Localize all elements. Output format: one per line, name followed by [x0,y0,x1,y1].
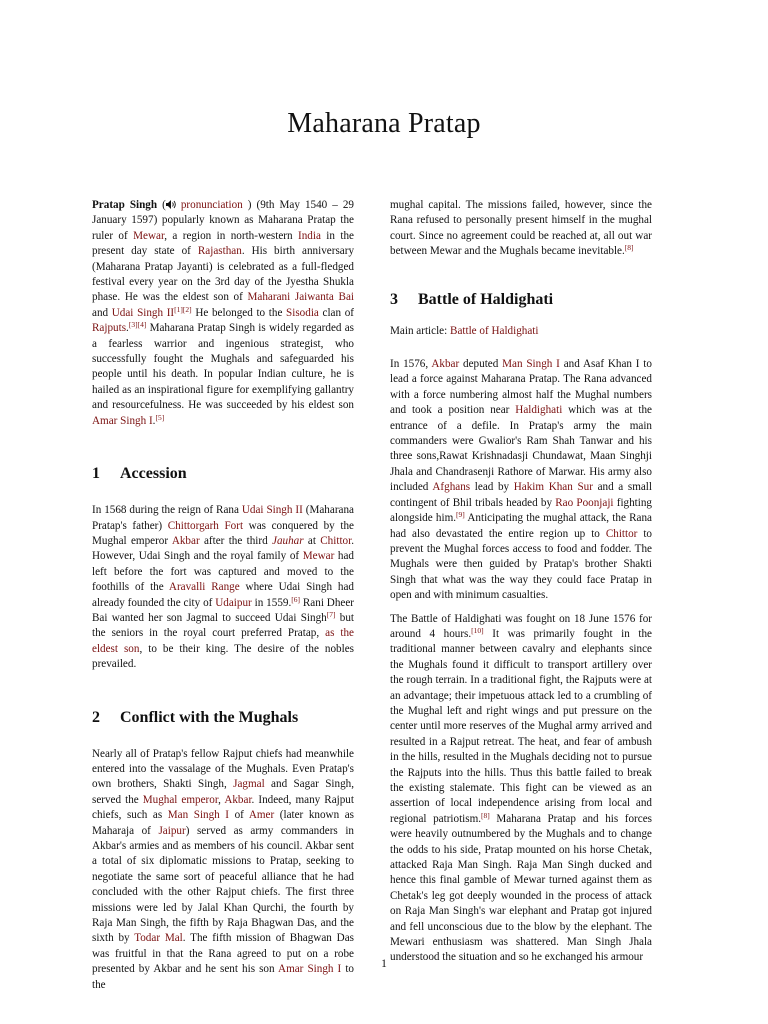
link-rajputs[interactable]: Rajputs [92,322,127,335]
link-main-article-haldighati[interactable]: Battle of Haldighati [450,324,539,337]
intro-paragraph: Pratap Singh ( pronunciation ) (9th May 1540 – 29 January 1597) popularly known as Maharana Pratap the ruler of Mewar, a region in north-western India in the present day state of Rajasthan. His birth anniversary (Maharana Pratap Jayanti) is celebrated as a full-fledged festival every year on the 3rd day of the Jyestha Shukla phase. He was the eldest son of Maharani Jaiwanta Bai and Udai Singh II[1][2] He belonged to the Sisodia clan of Rajputs.[3][4] Maharana Pratap Singh is widely regarded as a fearless warrior and ingenious strategist, who successfully fought the Mughals and safeguarded his people until his death. In popular Indian culture, he is hailed as an inspirational figure for exemplifying gallantry and resourcefulness. He was succeeded by his eldest son Amar Singh I.[5] [92,199,355,427]
battle-paragraph-2: The Battle of Haldighati was fought on 18 June 1576 for around 4 hours.[10] It was primarily fought in the traditional manner between cavalry and elephants since the Mughals found it difficult to transport artillery over the rough terrain. In a traditional fight, the Rajputs were at an advantage; their impetuous attack led to a crumbling of the Mughal left and right wings and put pressure on the center until more reserves of the Mughal army arrived and resulted in a Rajput retreat. The heat, and fear of ambush in the hills, resulted in the Mughals deciding not to pursue the Rajputs into the hills. Thus this battle failed to break the existing stalemate. This fight can be viewed as an assertion of local independence arising from local and regional patriotism.[8] Maharana Pratap and his forces were heavily outnumbered by the Mughals and to change the odds to his side, Pratap mounted on his horse Chetak, attacked Raja Man Singh. Raja Man Singh ducked and hence this final gamble of Mewar turned against them as Chetak's leg got deeply wounded in the process of attack on Raja Man Singh's war elephant and Pratap got injured and fell unconscious due to the blow by the elephant. The Mewari enthusiasm was shattered. Man Singh Jhala understood the situation and so he exchanged his armour [390,612,652,964]
conflict-paragraph-continued: mughal capital. The missions failed, however, since the Rana refused to personally present himself in the mughal court. Since no agreement could be reached at, all out war between Mewar and the Mughals became inevitable.[8] [390,199,652,258]
section-heading-conflict: 2 Conflict with the Mughals [92,708,299,726]
link-mewar[interactable]: Mewar [133,229,165,242]
link-amar-singh-i[interactable]: Amar Singh I [278,963,342,976]
citation-7[interactable]: [7] [326,609,336,619]
citation-8[interactable]: [8] [624,243,634,253]
link-india[interactable]: India [298,229,321,242]
link-chittor[interactable]: Chittor [320,534,352,547]
link-jaiwanta-bai[interactable]: Maharani Jaiwanta Bai [247,291,354,304]
right-column [390,198,652,966]
link-sisodia[interactable]: Sisodia [286,306,319,319]
speaker-icon[interactable] [166,200,176,209]
link-rao-poonjaji[interactable]: Rao Poonjaji [555,496,614,509]
citation-9[interactable]: [9] [456,510,465,520]
link-afghans[interactable]: Afghans [432,481,471,494]
citation-8[interactable]: [8] [481,810,490,820]
citation-6[interactable]: [6] [291,594,300,604]
page-number: 1 [381,958,387,970]
link-udai-singh-ii[interactable]: Udai Singh II [111,306,175,319]
link-amar-singh-i[interactable]: Amar Singh I [92,414,153,427]
battle-paragraph-1: In 1576, Akbar deputed Man Singh I and Asaf Khan I to lead a force against Maharana Pratap. The Rana advanced with a force numbering almost half the Mughal numbers and took a position near Haldighati which was at the entrance of a defile. In Pratap's army the main commanders were Gwalior's Ram Shah Tanwar and his three sons,Rawat Krishnadasji Chundawat, Maan Singhji Jhala and Chandrasenji Rathore of Marwar. His army also included Afghans lead by Hakim Khan Sur and a small contingent of Bhil tribals headed by Rao Poonjaji fighting alongside him.[9] Anticipating the mughal attack, the Rana had also devastated the entire region up to Chittor to prevent the Mughal forces access to food and fodder. The Mughals were then guided by Pratap's brother Shakti Singh that what was the way they could face Pratap in open and with minimum casualties. [390,358,653,602]
link-chittor[interactable]: Chittor [605,527,638,540]
left-column [92,198,354,993]
link-todar-mal[interactable]: Todar Mal [134,932,183,945]
link-akbar[interactable]: Akbar [431,358,460,371]
link-aravalli-range[interactable]: Aravalli Range [168,581,240,594]
link-man-singh-i[interactable]: Man Singh I [167,809,230,822]
citation-1-2[interactable]: [1][2] [174,304,192,314]
accession-paragraph: In 1568 during the reign of Rana Udai Singh II (Maharana Pratap's father) Chittorgarh Fort was conquered by the Mughal emperor Akbar after the third Jauhar at Chittor. However, Udai Singh and the royal family of Mewar had left before the fort was captured and moved to the foothills of the Aravalli Range where Udai Singh had already founded the city of Udaipur in 1559.[6] Rani Dheer Bai wanted her son Jagmal to succeed Udai Singh[7] but the seniors in the royal court preferred Pratap, as the eldest son, to be their king. The desire of the nobles prevailed. [92,504,355,671]
section-heading-accession: 1 Accession [92,465,187,483]
link-akbar[interactable]: Akbar [224,793,252,806]
link-haldighati[interactable]: Haldighati [515,404,563,417]
conflict-paragraph: Nearly all of Pratap's fellow Rajput chiefs had meanwhile entered into the vassalage of the Mughals. Even Pratap's own brothers, Shakti Singh, Jagmal and Sagar Singh, served the Mughal emperor, Akbar. Indeed, many Rajput chiefs, such as Man Singh I of Amer (later known as Maharaja of Jaipur) served as army commanders in Akbar's armies and as members of his council. Akbar sent a total of six diplomatic missions to Pratap, seeking to negotiate the same sort of peaceful alliance that he had concluded with the other Rajput chiefs. The first three missions were led by Jalal Khan Qurchi, the fourth by Raja Man Singh, the fifth by Raja Bhagwan Das, and the sixth by Todar Mal. The fifth mission of Bhagwan Das was fruitful in that the Rana agreed to put on a robe presented by Akbar and he sent his son Amar Singh I to the [92,747,355,991]
link-chittorgarh-fort[interactable]: Chittorgarh Fort [167,519,244,532]
link-eldest-son[interactable]: as the eldest son [92,627,354,655]
article-subject-name: Pratap Singh [92,199,158,211]
citation-10[interactable]: [10] [471,625,484,635]
link-hakim-khan-sur[interactable]: Hakim Khan Sur [513,481,593,494]
link-jauhar[interactable]: Jauhar [272,534,304,547]
link-mewar[interactable]: Mewar [302,550,335,563]
link-udai-singh-ii[interactable]: Udai Singh II [241,504,303,517]
link-udaipur[interactable]: Udaipur [215,596,252,609]
main-article-note: Main article: Battle of Haldighati [390,324,539,337]
citation-5[interactable]: [5] [155,412,165,422]
link-jagmal[interactable]: Jagmal [233,778,265,791]
pronunciation-link[interactable]: pronunciation [180,199,243,211]
link-akbar[interactable]: Akbar [171,534,200,547]
link-jaipur[interactable]: Jaipur [158,824,186,837]
link-man-singh-i[interactable]: Man Singh I [502,358,560,371]
link-rajasthan[interactable]: Rajasthan [197,245,242,258]
section-heading-battle: 3 Battle of Haldighati [390,290,554,308]
page-title: Maharana Pratap [287,108,481,139]
link-mughal-emperor[interactable]: Mughal emperor [142,793,219,806]
citation-3-4[interactable]: [3][4] [128,320,147,330]
link-amer[interactable]: Amer [248,809,275,822]
